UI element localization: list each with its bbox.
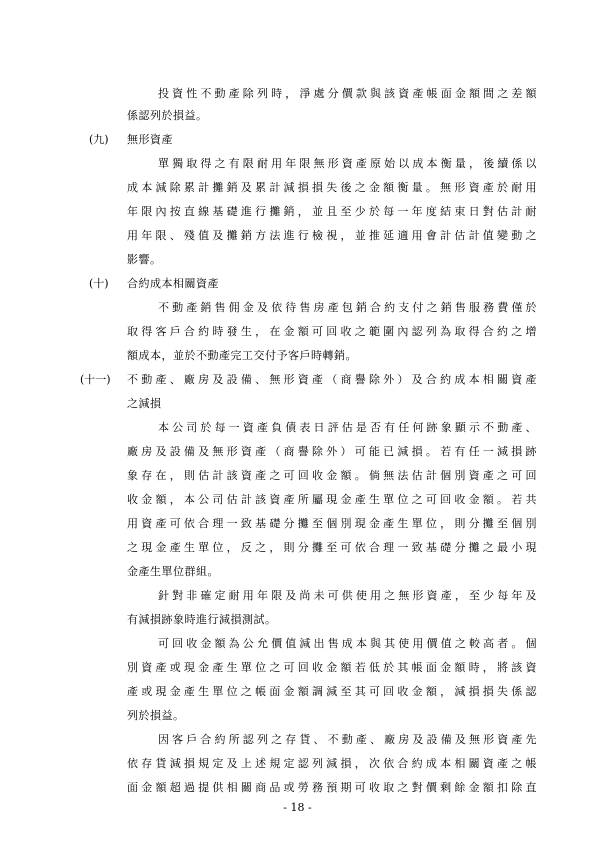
paragraph-line: 不動產銷售佣金及依待售房產包銷合約支付之銷售服務費僅於: [158, 301, 537, 314]
paragraph-line: 面金額超過提供相關商品或勞務預期可收取之對價剩餘金額扣除直: [127, 781, 537, 794]
paragraph-line: 金產生單位群組。: [127, 565, 219, 578]
section-heading: 無形資產: [127, 133, 173, 146]
paragraph-line: 影響。: [127, 253, 162, 266]
paragraph-line: 因客戶合約所認列之存貨、不動產、廠房及設備及無形資產先: [158, 733, 537, 746]
paragraph-line: 象存在，則估計該資產之可回收金額。倘無法估計個別資產之可回: [127, 469, 537, 482]
paragraph-line: 用資產可依合理一致基礎分攤至個別現金產生單位，則分攤至個別: [127, 517, 537, 530]
paragraph-line: 針對非確定耐用年限及尚未可供使用之無形資產，至少每年及: [158, 589, 537, 602]
section-heading: 合約成本相關資產: [127, 277, 219, 290]
paragraph-line: 廠房及設備及無形資產（商譽除外）可能已減損。若有任一減損跡: [127, 445, 537, 458]
paragraph-line: 成本減除累計攤銷及累計減損損失後之金額衡量。無形資產於耐用: [127, 181, 537, 194]
paragraph-line: 取得客戶合約時發生，在金額可回收之範圍內認列為取得合約之增: [127, 325, 537, 338]
paragraph-line: 本公司於每一資產負債表日評估是否有任何跡象顯示不動產、: [158, 421, 537, 434]
paragraph-line: 別資產或現金產生單位之可回收金額若低於其帳面金額時，將該資: [127, 661, 537, 674]
paragraph-line: 用年限、殘值及攤銷方法進行檢視，並推延適用會計估計值變動之: [127, 229, 537, 242]
paragraph-line: 係認列於損益。: [127, 109, 208, 122]
page-number: - 18 -: [283, 801, 312, 814]
paragraph-line: 年限內按直線基礎進行攤銷，並且至少於每一年度結束日對估計耐: [127, 205, 537, 218]
paragraph-line: 收金額，本公司估計該資產所屬現金產生單位之可回收金額。若共: [127, 493, 537, 506]
paragraph-line: 額成本，並於不動產完工交付予客戶時轉銷。: [127, 349, 357, 362]
paragraph-line: 投資性不動產除列時，淨處分價款與該資產帳面金額間之差額: [158, 87, 537, 100]
paragraph-line: 列於損益。: [127, 709, 185, 722]
section-number: (十): [89, 277, 109, 290]
paragraph-line: 產或現金產生單位之帳面金額調減至其可回收金額，減損損失係認: [127, 685, 537, 698]
paragraph-line: 之現金產生單位，反之，則分攤至可依合理一致基礎分攤之最小現: [127, 541, 537, 554]
section-heading: 不動產、廠房及設備、無形資產（商譽除外）及合約成本相關資產: [127, 373, 537, 386]
paragraph-line: 單獨取得之有限耐用年限無形資產原始以成本衡量，後續係以: [158, 157, 537, 170]
paragraph-line: 依存貨減損規定及上述規定認列減損，次依合約成本相關資產之帳: [127, 757, 537, 770]
section-heading: 之減損: [127, 397, 162, 410]
section-number: (九): [89, 133, 109, 146]
section-number: (十一): [80, 373, 111, 386]
paragraph-line: 有減損跡象時進行減損測試。: [127, 613, 277, 626]
paragraph-line: 可回收金額為公允價值減出售成本與其使用價值之較高者。個: [158, 637, 537, 650]
